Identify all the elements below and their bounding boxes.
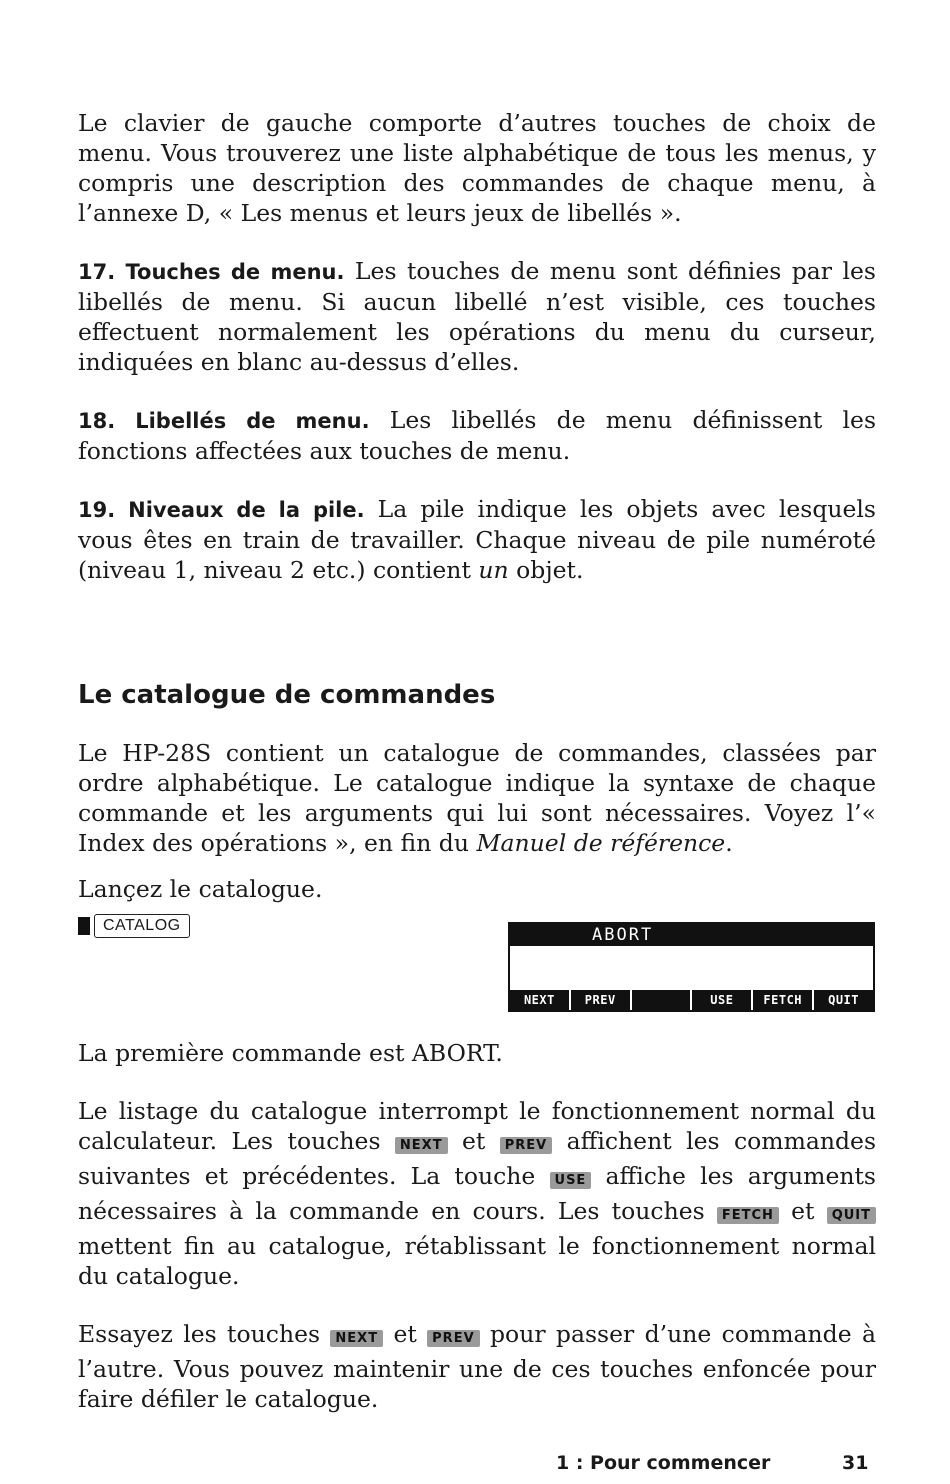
fetch-key: FETCH [717, 1207, 779, 1224]
menu-label-quit: QUIT [814, 990, 873, 1010]
item-19-lead: 19. Niveaux de la pile. [78, 498, 365, 522]
section-title: Le catalogue de commandes [78, 680, 496, 710]
listing-text-4: affiche les arguments nécessaires à la commande en cours. Les touches [78, 1162, 876, 1225]
item-19-text-a: La pile indique les objets avec lesquels vous êtes en train de travailler. Chaque niveau de pile numéroté (niveau 1, niveau 2 etc.) contient [78, 495, 876, 584]
item-17-text: Les touches de menu sont définies par les libellés de menu. Si aucun libellé n’est visible, ces touches effectuent normalement les opérations du menu du curseur, indiquées en blanc au-dessus d’elles. [78, 257, 876, 376]
try-text-1: Essayez les touches [78, 1320, 331, 1348]
item-18-lead: 18. Libellés de menu. [78, 409, 370, 433]
catalog-paragraph [78, 738, 876, 858]
first-command-paragraph: La première commande est ABORT. [78, 1039, 503, 1067]
menu-label-use: USE [692, 990, 751, 1010]
item-18-text: Les libellés de menu définissent les fonctions affectées aux touches de menu. [78, 406, 877, 465]
listing-text-3: affichent les commandes suivantes et précédentes. La touche [78, 1127, 877, 1190]
catalog-explanation [78, 1038, 876, 1414]
running-footer: 1 : Pour commencer [556, 1452, 771, 1474]
item-18 [78, 405, 876, 466]
catalog-keystroke [78, 914, 190, 938]
listing-paragraph [78, 1096, 876, 1291]
catalog-key: CATALOG [94, 914, 190, 938]
menu-label-fetch: FETCH [753, 990, 812, 1010]
item-17-lead: 17. Touches de menu. [78, 260, 345, 284]
try-text-2: et [383, 1320, 428, 1348]
body-top [78, 108, 876, 585]
catalog-text-a: Le HP-28S contient un catalogue de commandes, classées par ordre alphabétique. Le catalogue indique la syntaxe de chaque commande et les arguments qui lui sont nécessaires. Voyez l’« Index des opérations », en fin du [78, 739, 876, 857]
menu-label-next: NEXT [510, 990, 569, 1010]
menu-label-blank [632, 990, 691, 1010]
try-paragraph [78, 1319, 876, 1414]
item-17 [78, 256, 876, 377]
try-text-3: pour passer d’une commande à l’autre. Vous pouvez maintenir une de ces touches enfoncée pour faire défiler le catalogue. [78, 1320, 876, 1413]
next-key: NEXT [395, 1137, 448, 1154]
item-19 [78, 494, 876, 585]
listing-text-2: et [447, 1127, 500, 1155]
display-top-line: ABORT [510, 924, 873, 946]
next-key: NEXT [330, 1330, 383, 1347]
display-menu-row [510, 990, 873, 1010]
shift-key-icon [78, 917, 90, 935]
item-19-text-b: objet. [508, 556, 584, 584]
use-key: USE [550, 1172, 592, 1189]
manual-title: Manuel de référence [476, 829, 726, 857]
listing-text-1: Le listage du catalogue interrompt le fonctionnement normal du calculateur. Les touches [78, 1097, 876, 1155]
intro-paragraph: Le clavier de gauche comporte d’autres touches de choix de menu. Vous trouverez une liste alphabétique de tous les menus, y compris une description des commandes de chaque menu, à l’annexe D, « Les menus et leurs jeux de libellés ». [78, 109, 876, 227]
catalog-text-b: . [725, 829, 733, 857]
calculator-display [508, 922, 875, 1012]
menu-label-prev: PREV [571, 990, 630, 1010]
quit-key: QUIT [827, 1207, 876, 1224]
catalog-intro [78, 738, 876, 904]
item-19-emphasis: un [478, 556, 509, 584]
listing-text-5: et [778, 1197, 827, 1225]
launch-paragraph: Lançez le catalogue. [78, 875, 323, 903]
page-number: 31 [842, 1452, 869, 1474]
prev-key: PREV [427, 1330, 479, 1347]
prev-key: PREV [500, 1137, 552, 1154]
listing-text-6: mettent fin au catalogue, rétablissant le fonctionnement normal du catalogue. [78, 1232, 876, 1290]
